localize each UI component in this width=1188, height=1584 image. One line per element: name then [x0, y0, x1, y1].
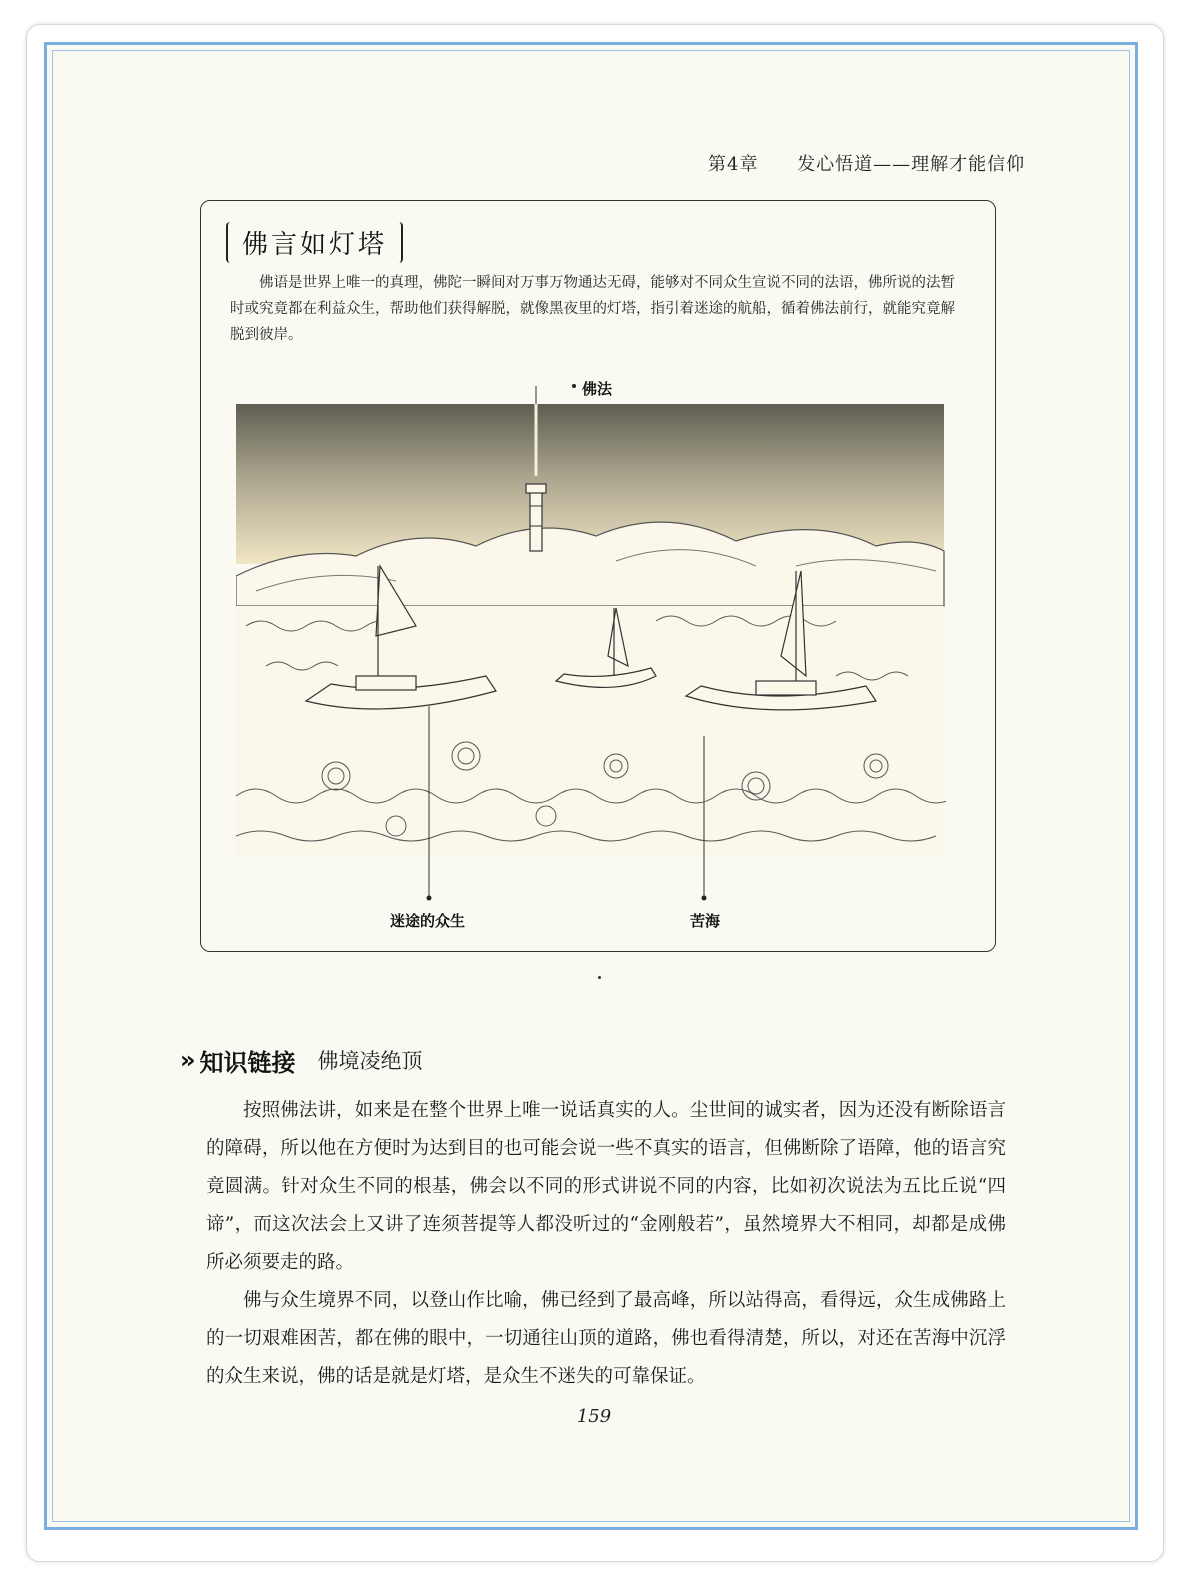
double-chevron-icon: » [180, 1046, 196, 1074]
knowledge-link-heading [180, 1042, 423, 1078]
knowledge-link-subtitle: 佛境凌绝顶 [317, 1049, 423, 1073]
running-header [708, 150, 1025, 176]
label-lighthouse: 佛法 [582, 380, 613, 398]
chapter-title: 发心悟道——理解才能信仰 [797, 154, 1026, 175]
body-text [206, 1092, 1006, 1396]
page-number: 159 [576, 1406, 612, 1427]
paragraph: 佛与众生境界不同，以登山作比喻，佛已经到了最高峰，所以站得高，看得远，众生成佛路上的一切艰难困苦，都在佛的眼中，一切通往山顶的道路，佛也看得清楚，所以，对还在苦海中沉浮的众生来说，佛的话是就是灯塔，是众生不迷失的可靠保证。 [206, 1290, 1006, 1387]
figure-caption: 佛语是世界上唯一的真理，佛陀一瞬间对万事万物通达无碍，能够对不同众生宣说不同的法语，佛所说的法暂时或究竟都在利益众生，帮助他们获得解脱，就像黑夜里的灯塔，指引着迷途的航船，循着佛法前行，就能究竟解脱到彼岸。 [230, 275, 955, 343]
knowledge-link-title: 知识链接 [199, 1048, 296, 1077]
paragraph: 按照佛法讲，如来是在整个世界上唯一说话真实的人。尘世间的诚实者，因为还没有断除语言的障碍，所以他在方便时为达到目的也可能会说一些不真实的语言，但佛断除了语障，他的语言究竟圆满。针对众生不同的根基，佛会以不同的形式讲说不同的内容，比如初次说法为五比丘说“四谛”，而这次法会上又讲了连须菩提等人都没听过的“金刚般若”，虽然境界大不相同，却都是成佛所必须要走的路。 [206, 1100, 1006, 1273]
label-boats: 迷途的众生 [390, 912, 466, 930]
speck [598, 976, 601, 979]
label-sea: 苦海 [690, 912, 721, 930]
chapter-number: 第4章 [708, 154, 759, 175]
figure-title: 佛言如灯塔 [226, 222, 403, 263]
lighthouse-sea-illustration [236, 376, 946, 936]
